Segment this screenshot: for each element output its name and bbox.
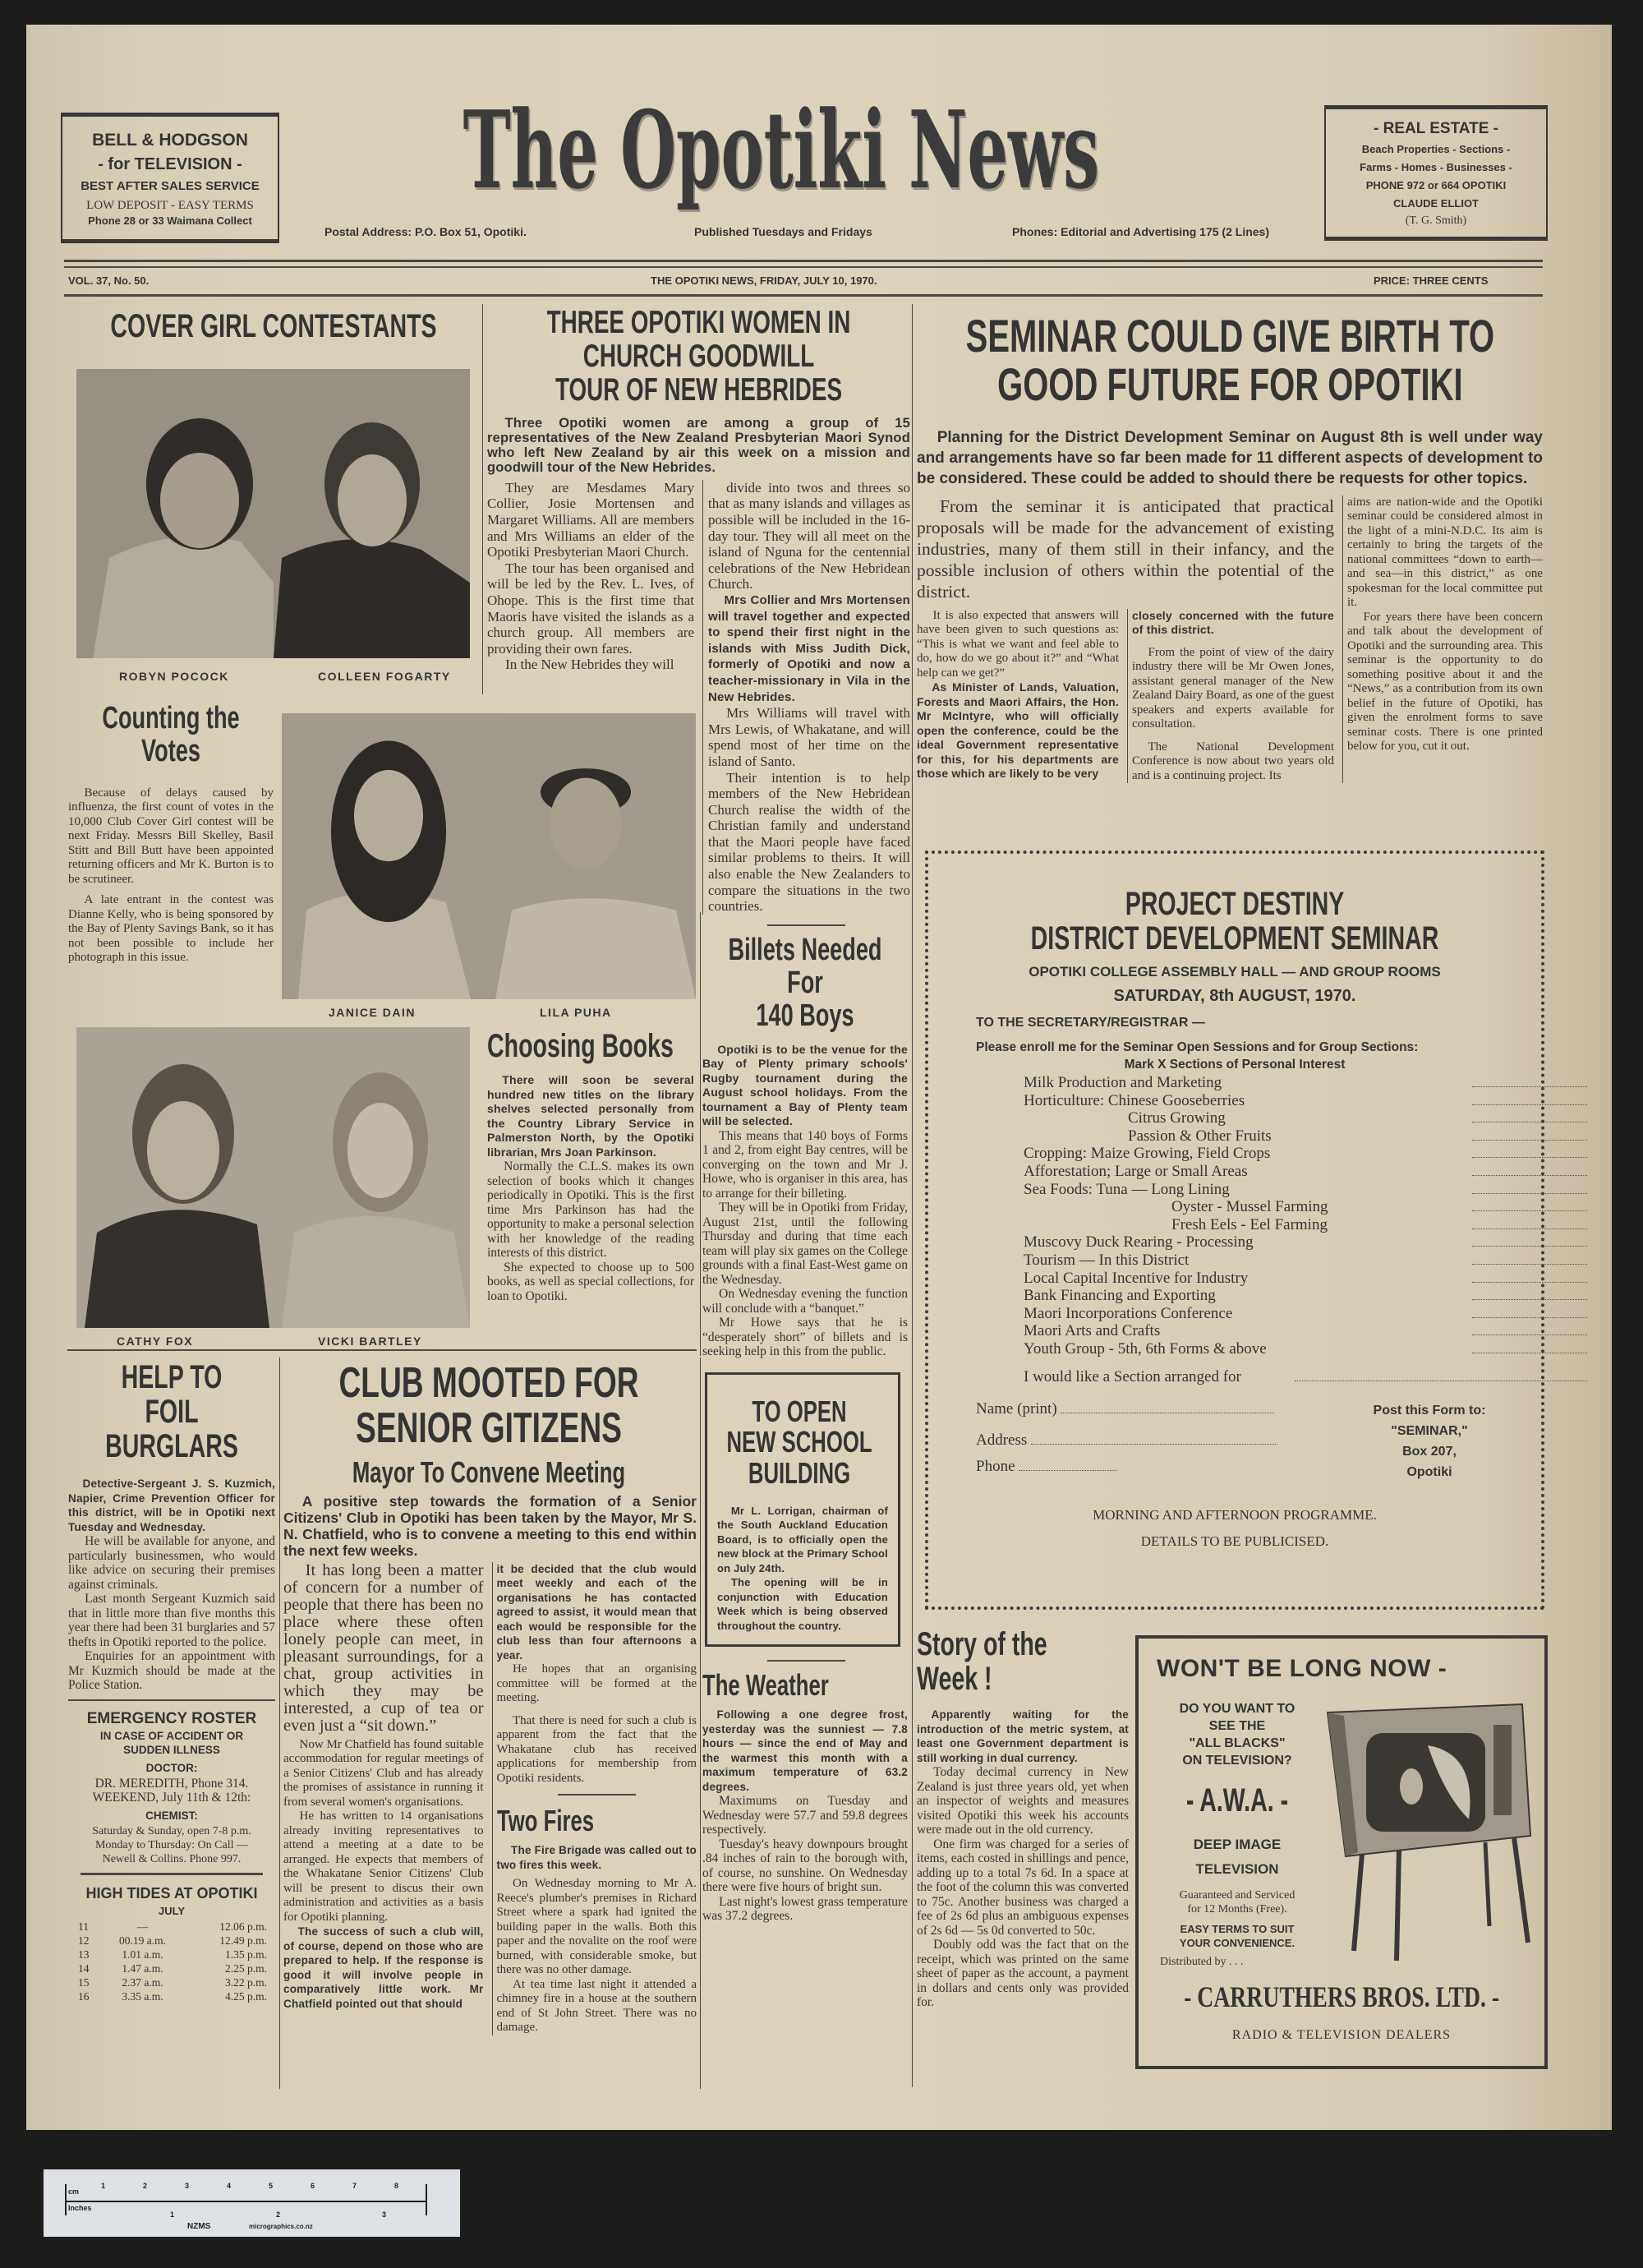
paragraph: He will be available for anyone, and particularly businessmen, who would like advice on securing their premises against criminals. xyxy=(68,1534,275,1592)
television-illustration xyxy=(1321,1696,1535,1967)
paragraph: It has long been a matter of concern for a number of people that there has been no place where these often lonely people can meet, in pleasant surroundings, for a chat, group activities in which they may be interested, a cup of tea or even just a “sit down.” xyxy=(283,1560,484,1735)
section-rule xyxy=(81,1873,263,1875)
lede: A positive step towards the formation of a Senior Citizens' Club in Opotiki has been taken by the Mayor, Mr S. N. Chatfield, who is to convene a meeting to this end within the next few weeks. xyxy=(283,1492,697,1559)
paragraph: They are Mesdames Mary Collier, Josie Mortensen and Margaret Williams. All are members and Mrs Williams an elder of the Opotiki Presbyterian Maori Church. xyxy=(487,479,694,560)
postal-address: Postal Address: P.O. Box 51, Opotiki. xyxy=(324,225,527,238)
table-row: 13 1.01 a.m. 1.35 p.m. xyxy=(78,1948,267,1961)
lede: Apparently waiting for the introduction of the metric system, at least one Government department is still working in dual currency. xyxy=(917,1708,1129,1764)
paragraph: At tea time last night it attended a chimney fire in a house at the southern end of St John Street. There was no damage. xyxy=(496,1977,697,2035)
table-row: 12 00.19 a.m. 12.49 p.m. xyxy=(78,1934,267,1947)
paragraph: Because of delays caused by influenza, the first count of votes in the 10,000 Club Cover Girl contest will be next Friday. Messrs Bill Skelley, Basil Stitt and Bill Butt have been appointed returning officers and Mr K. Burton is to be scrutineer. xyxy=(68,786,274,886)
emergency-roster: EMERGENCY ROSTER IN CASE OF ACCIDENT OR SUDDEN ILLNESS DOCTOR: DR. MEREDITH, Phone 314. WEEKEND, July 11th & 12th: CHEMIST: Saturday & Sunday, open 7-8 p.m. Monday to Thursday: On Call — Newell & Collins. Phone 997. xyxy=(86,1709,257,1865)
photo-robyn-colleen xyxy=(76,369,470,658)
form-checkbox-row[interactable]: Sea Foods: Tuna — Long Lining xyxy=(1024,1181,1541,1199)
paragraph: it be decided that the club would meet weekly and each of the organisations he has contacted agreed to assist, it would mean that each would be responsible for the club less than four afternoons a year. xyxy=(496,1562,697,1662)
headline: CLUB MOOTED FOR SENIOR GITIZENS xyxy=(338,1359,639,1452)
lede: Planning for the District Development Seminar on August 8th is well under way and arrangements have so far been made for 11 different aspects of development to be considered. These could be added to should there be requests for other topics. xyxy=(917,428,1543,487)
ruler-tick-label: 3 xyxy=(185,2182,190,2190)
ad-headline: WON'T BE LONG NOW - xyxy=(1157,1655,1447,1682)
paragraph: Mr Howe says that he is “desperately short” of billets and is seeking help in this from the public. xyxy=(702,1316,908,1359)
form-checkbox-row[interactable]: Cropping: Maize Growing, Field Crops xyxy=(1024,1145,1541,1163)
form-footer: DETAILS TO BE PUBLICISED. xyxy=(1140,1533,1329,1550)
paragraph: Mrs Williams will travel with Mrs Lewis, of Whakatane, and will spend most of her time on the island of Santo. xyxy=(708,705,910,769)
ruler-tick-label: 7 xyxy=(352,2182,357,2190)
paragraph: Today decimal currency in New Zealand is just three years old, yet when an inspector of weights and measures visited Opotiki this week his accounts were made out in the old currency. xyxy=(917,1765,1129,1837)
photo-caption: COLLEEN FOGARTY xyxy=(318,670,451,683)
paragraph: Mr L. Lorrigan, chairman of the South Auckland Education Board, is to officially open the new block at the Primary School on July 24th. xyxy=(717,1504,888,1574)
bell-hodgson-ad xyxy=(61,113,279,243)
headline: The Weather xyxy=(702,1668,829,1703)
form-checkbox-row[interactable]: Maori Incorporations Conference xyxy=(1024,1305,1541,1323)
form-addressee: TO THE SECRETARY/REGISTRAR — xyxy=(976,1016,1205,1030)
lede: There will soon be several hundred new titles on the library shelves selected personally from the Country Library Service in Palmerston North, by the Opotiki librarian, Mrs Joan Parkinson. xyxy=(487,1073,694,1159)
form-checkbox-row[interactable]: Youth Group - 5th, 6th Forms & above xyxy=(1024,1340,1541,1358)
ad-line: Phone 28 or 33 Waimana Collect xyxy=(88,214,252,227)
scale-ruler xyxy=(44,2169,460,2237)
paragraph: On Wednesday evening the function will conclude with a “banquet.” xyxy=(702,1287,908,1316)
new-school-building-box xyxy=(705,1372,900,1648)
column-rule xyxy=(482,304,483,694)
headline: TO OPEN NEW SCHOOL BUILDING xyxy=(726,1394,872,1491)
cover-girl-headline: COVER GIRL CONTESTANTS xyxy=(110,308,437,344)
form-checkbox-row[interactable]: Muscovy Duck Rearing - Processing xyxy=(1024,1233,1541,1252)
form-checkbox-row[interactable]: Afforestation; Large or Small Areas xyxy=(1024,1163,1541,1181)
paragraph: Tuesday's heavy downpours brought .84 inches of rain to the borough with, of course, no sunshine. On Wednesday there were five hours of bright sun. xyxy=(702,1837,908,1895)
ruler-tick-label: 2 xyxy=(276,2210,281,2219)
paragraph: In the New Hebrides they will xyxy=(505,657,674,673)
photo-caption: LILA PUHA xyxy=(540,1006,612,1019)
seminar-article xyxy=(917,312,1543,783)
seminar-enrolment-form xyxy=(925,850,1544,1610)
form-other-section-field[interactable]: I would like a Section arranged for xyxy=(1024,1368,1541,1386)
photo-cathy-vicki xyxy=(76,1027,470,1328)
table-row: 11 — 12.06 p.m. xyxy=(78,1920,267,1933)
awa-television-ad xyxy=(1135,1635,1548,2069)
ad-line: - for TELEVISION - xyxy=(98,155,242,173)
paragraph: She expected to choose up to 500 books, as well as special collections, for loan to Opotiki. xyxy=(487,1260,694,1303)
ruler-brand: NZMS xyxy=(187,2222,211,2231)
post-to-address: Post this Form to: "SEMINAR," Box 207, Opotiki xyxy=(1373,1404,1486,1480)
lede: Detective-Sergeant J. S. Kuzmich, Napier, Crime Prevention Officer for this district, will be in Opotiki next Tuesday and Wednesday. xyxy=(68,1477,275,1533)
divider xyxy=(558,1794,636,1796)
weather-article xyxy=(702,1670,908,1923)
ad-line: LOW DEPOSIT - EASY TERMS xyxy=(86,199,254,212)
billets-article xyxy=(702,934,908,1359)
headline: Counting the Votes xyxy=(102,701,240,768)
paragraph: He has written to 14 organisations already inviting representatives to attend a meeting at a date to be arranged. He expects that members of the Whakatane Senior Citizens' Club will be present to discus their own administration and activities as a basis for Opotiki planning. xyxy=(283,1809,484,1924)
form-checkbox-row[interactable]: Horticulture: Chinese Gooseberries xyxy=(1024,1092,1541,1110)
form-footer: MORNING AND AFTERNOON PROGRAMME. xyxy=(1093,1507,1377,1524)
lede: Following a one degree frost, yesterday was the sunniest — 7.8 hours — since the end of May and the warmest this month with a maximum temperature of 63.2 degrees. xyxy=(702,1708,908,1793)
story-of-the-week-article xyxy=(917,1627,1129,2010)
subheadline: Mayor To Convene Meeting xyxy=(352,1455,626,1490)
paragraph: Now Mr Chatfield has found suitable accommodation for regular meetings of a Senior Citizens' Club and has already the promises of assistance in running it from several women's organisations. xyxy=(283,1737,484,1809)
ruler-tick-label: 8 xyxy=(394,2182,399,2190)
headline: Billets Needed For 140 Boys xyxy=(728,932,882,1033)
paragraph: Doubly odd was the fact that on the receipt, which was printed on the same sheet of paper as the account, a payment in dollars and cents only was provided for. xyxy=(917,1938,1129,2009)
paragraph: Normally the C.L.S. makes its own selection of books which it changes periodically in Opotiki. This is the first time Mrs Parkinson has had the opportunity to make a personal selection with her knowledge of the reading interests of this district. xyxy=(487,1159,694,1260)
ruler-tick-label: 4 xyxy=(227,2182,232,2190)
volume-number: VOL. 37, No. 50. xyxy=(68,274,150,287)
two-fires-headline: Two Fires xyxy=(496,1804,594,1838)
ruler-cm-label: cm xyxy=(68,2187,80,2196)
ad-line: - REAL ESTATE - xyxy=(1374,120,1498,137)
dateline: THE OPOTIKI NEWS, FRIDAY, JULY 10, 1970. xyxy=(651,274,877,287)
paragraph: They will be in Opotiki from Friday, August 21st, until the following Thursday and during that time each team will play six games on the College grounds with a final East-West game on the Wednesday. xyxy=(702,1201,908,1287)
photo-caption: ROBYN POCOCK xyxy=(119,670,229,683)
senior-citizens-club-article xyxy=(283,1361,697,2035)
paragraph: That there is need for such a club is apparent from the fact that the Whakatane club has received applications for membership from Opotiki residents. xyxy=(496,1713,697,1785)
form-title: PROJECT DESTINY DISTRICT DEVELOPMENT SEMINAR xyxy=(1030,886,1439,957)
paragraph: One firm was charged for a series of items, each costed in shillings and pence, adding up to a total 7s 6d. In a space at the foot of the column this was converted to 75c. Another business was charged a fee of 2s 6d plus an ambiguous expenses of 2s 6d — 5s 0d converted to 50c. xyxy=(917,1837,1129,1938)
ruler-tick-label: 2 xyxy=(143,2182,148,2190)
paragraph: Last night's lowest grass temperature was 37.2 degrees. xyxy=(702,1894,908,1924)
paragraph: He hopes that an organising committee will be formed at the meeting. xyxy=(496,1662,697,1705)
burglars-article xyxy=(68,1360,275,1693)
ad-distributed-by: Distributed by . . . xyxy=(1160,1956,1244,1968)
paragraph: closely concerned with the future of this district. xyxy=(1132,608,1334,637)
masthead-rule xyxy=(64,260,1543,262)
photo-caption: VICKI BARTLEY xyxy=(318,1335,422,1348)
choosing-books-article xyxy=(487,1029,694,1303)
ad-brand: - A.W.A. - xyxy=(1185,1782,1289,1819)
headline: THREE OPOTIKI WOMEN IN CHURCH GOODWILL TOUR OF NEW HEBRIDES xyxy=(546,305,851,408)
ruler-tick-label: 3 xyxy=(382,2210,387,2219)
divider xyxy=(767,1660,845,1662)
headline: HELP TO FOIL BURGLARS xyxy=(105,1359,238,1464)
counting-votes-article xyxy=(68,703,274,966)
form-checkbox-row[interactable]: Local Capital Incentive for Industry xyxy=(1024,1270,1541,1288)
dateline-rule xyxy=(64,294,1543,297)
photo-caption: CATHY FOX xyxy=(117,1335,194,1348)
ad-line: BEST AFTER SALES SERVICE xyxy=(81,179,260,193)
form-mark-instructions: Mark X Sections of Personal Interest xyxy=(1124,1058,1346,1072)
ad-line: Farms - Homes - Businesses - xyxy=(1360,161,1512,173)
paragraph: It is also expected that answers will have been given to such questions as: “This is what we want and feel able to do, how do we go about it?” and “What help can we get?” xyxy=(917,608,1119,680)
table-row: 14 1.47 a.m. 2.25 p.m. xyxy=(78,1961,267,1975)
paragraph: Mrs Collier and Mrs Mortensen will travel together and expected to spend their first night in the islands with Miss Judith Dick, formerly of Opotiki and now a teacher-missionary in Vila in the New Hebrides. xyxy=(708,592,910,704)
form-date: SATURDAY, 8th AUGUST, 1970. xyxy=(1113,987,1356,1005)
price: PRICE: THREE CENTS xyxy=(1374,274,1489,287)
table-row: 15 2.37 a.m. 3.22 p.m. xyxy=(78,1975,267,1989)
paragraph: The National Development Conference is now about two years old and is a continuing project. Its xyxy=(1132,740,1334,782)
table-row: 16 3.35 a.m. 4.25 p.m. xyxy=(78,1989,267,2003)
ad-product: DEEP IMAGE TELEVISION xyxy=(1193,1837,1282,1877)
paragraph: From the seminar it is anticipated that practical proposals will be made for the advancement of existing industries, many of them still in their infancy, and the possible inclusion of others within the potential of the district. xyxy=(917,496,1334,602)
form-checkbox-row[interactable]: Maori Arts and Crafts xyxy=(1024,1322,1541,1340)
paragraph: aims are nation-wide and the Opotiki seminar could be considered almost in the light of a mini-N.D.C. Its aim is certainly to bring the targets of the national committees “down to earth—and sea—in this district,” as one spokesman for the local committee put it. xyxy=(1347,495,1543,610)
paragraph: For years there have been concern and talk about the development of Opotiki and the surrounding area. This seminar is the opportunity to do something positive about it and the “News,” as a contribution from its own belief in the future of Opotiki, has given the enrolment forms to save seminar costs. There is one printed below for you, cut it out. xyxy=(1347,610,1543,754)
ruler-tick-label: 6 xyxy=(311,2182,315,2190)
tides-table xyxy=(68,1920,275,2003)
ad-question: DO YOU WANT TO SEE THE "ALL BLACKS" ON TELEVISION? xyxy=(1179,1702,1296,1768)
form-checkbox-row[interactable]: Bank Financing and Exporting xyxy=(1024,1287,1541,1305)
ruler-inch-label: Inches xyxy=(68,2204,92,2212)
left-bottom-column xyxy=(68,1360,275,2003)
masthead-title: The Opotiki News xyxy=(463,87,1099,213)
ad-guarantee: Guaranteed and Serviced for 12 Months (Free). xyxy=(1179,1889,1296,1915)
address-field[interactable]: Address xyxy=(976,1431,1277,1450)
phone-field[interactable]: Phone xyxy=(976,1458,1117,1476)
lede: The Fire Brigade was called out to two fires this week. xyxy=(496,1844,697,1871)
ad-dealer-tagline: RADIO & TELEVISION DEALERS xyxy=(1231,2028,1452,2042)
paragraph: The opening will be in conjunction with Education Week which is being observed throughout the country. xyxy=(717,1576,888,1632)
paragraph: On Wednesday morning to Mr A. Reece's plumber's premises in Richard Street where a spark had ignited the building paper in the walls. Both this paper and the novalite on the roof were burned, with considerable smoke, but there was no other damage. xyxy=(496,1877,697,1977)
ad-line: CLAUDE ELLIOT xyxy=(1393,197,1479,210)
ruler-tick-label: 5 xyxy=(269,2182,274,2190)
ad-dealer-name: - CARRUTHERS BROS. LTD. - xyxy=(1183,1980,1500,2013)
ad-line: (T. G. Smith) xyxy=(1405,214,1467,227)
paragraph: divide into twos and threes so that as many islands and villages as possible will be included in the 16-day tour. They will all meet on the island of Nguna for the centennial celebrations of the New Hebridean Church. xyxy=(708,479,910,592)
ruler-website: micrographics.co.nz xyxy=(249,2223,313,2230)
phones: Phones: Editorial and Advertising 175 (2 Lines) xyxy=(1012,225,1269,238)
form-checkbox-row[interactable]: Passion & Other Fruits xyxy=(1024,1127,1541,1146)
form-checkbox-row[interactable]: Milk Production and Marketing xyxy=(1024,1074,1541,1092)
three-women-column-2 xyxy=(702,480,910,915)
column-rule xyxy=(279,1358,280,2089)
headline: SEMINAR COULD GIVE BIRTH TO GOOD FUTURE FOR OPOTIKI xyxy=(965,310,1494,410)
form-checkbox-row[interactable]: Fresh Eels - Eel Farming xyxy=(1024,1216,1541,1234)
divider xyxy=(767,924,845,926)
form-checkbox-row[interactable]: Citrus Growing xyxy=(1024,1109,1541,1127)
form-venue: OPOTIKI COLLEGE ASSEMBLY HALL — AND GROUP ROOMS xyxy=(1029,964,1441,980)
paragraph: From the point of view of the dairy industry there will be Mr Owen Jones, assistant general manager of the New Zealand Dairy Board, as one of the guest speakers and experts available for consultation. xyxy=(1132,645,1334,731)
ruler-tick-label: 1 xyxy=(170,2210,175,2219)
paragraph: Last month Sergeant Kuzmich said that in little more than five months this year there had been 31 burglaries and 57 thefts in Opotiki reported to the police. xyxy=(68,1592,275,1649)
paragraph: Their intention is to help members of the New Hebridean Church realise the width of the Christian family and understand that the Maori people have faced similar problems to theirs. It will also enable the New Zealanders to compare the situations in the two countries. xyxy=(708,769,910,915)
form-checkbox-row[interactable]: Tourism — In this District xyxy=(1024,1252,1541,1270)
column-rule xyxy=(912,304,913,2087)
ad-line: BELL & HODGSON xyxy=(92,131,248,150)
headline: Story of the Week ! xyxy=(917,1626,1047,1697)
newspaper-page xyxy=(26,25,1612,2130)
ad-line: Beach Properties - Sections - xyxy=(1361,143,1511,155)
paragraph: The tour has been organised and will be led by the Rev. L. Ives, of Ohope. This is the first time that Maoris have visited the islands as a church group. All members are providing their own fares. xyxy=(487,560,694,657)
section-rule xyxy=(68,1699,275,1701)
ruler-tick-label: 1 xyxy=(101,2182,106,2190)
lede: Three Opotiki women are among a group of 15 representatives of the New Zealand Presbyterian Maori Synod who left New Zealand by air this week on a mission and goodwill tour of the New Hebrides. xyxy=(487,415,910,475)
masthead-rule xyxy=(64,266,1543,268)
paragraph: Maximums on Tuesday and Wednesday were 57.7 and 59.8 degrees respectively. xyxy=(702,1794,908,1837)
paragraph: The success of such a club will, of course, depend on those who are prepared to help. If the response is good it will involve people in comparatively little work. Mr Chatfield pointed out that should xyxy=(283,1925,484,2010)
headline: Choosing Books xyxy=(487,1028,674,1064)
ad-line: PHONE 972 or 664 OPOTIKI xyxy=(1365,179,1507,191)
form-checkbox-row[interactable]: Oyster - Mussel Farming xyxy=(1024,1198,1541,1216)
publication-days: Published Tuesdays and Fridays xyxy=(694,225,872,238)
lede: Opotiki is to be the venue for the Bay of Plenty primary schools' Rugby tournament during the August school holidays. From the tournament a Bay of Plenty team will be selected. xyxy=(702,1042,908,1128)
paragraph: As Minister of Lands, Valuation, Forests and Maori Affairs, the Hon. Mr McIntyre, who will officially open the conference, could be the ideal Government representative for this, for his departments are those which are likely to be very xyxy=(917,680,1119,781)
ad-terms: EASY TERMS TO SUIT YOUR CONVENIENCE. xyxy=(1179,1923,1296,1949)
photo-caption: JANICE DAIN xyxy=(329,1006,416,1019)
name-field[interactable]: Name (print) xyxy=(976,1400,1274,1418)
real-estate-ad xyxy=(1324,105,1548,241)
form-instructions: Please enroll me for the Seminar Open Sessions and for Group Sections: xyxy=(976,1040,1419,1054)
paragraph: Enquiries for an appointment with Mr Kuzmich should be made at the Police Station. xyxy=(68,1649,275,1692)
high-tides-table: HIGH TIDES AT OPOTIKI JULY 11 — 12.06 p.m. 12 00.19 a.m. 12.49 p.m. 13 1.01 a.m. 1.35 p.m. 14 1.47 a.m. 2.25 p.m. 15 2.37 a.m. 3.22 p.m. 16 3.35 a.m. 4.25 p.m. xyxy=(68,1883,275,2003)
paragraph: This means that 140 boys of Forms 1 and 2, from eight Bay centres, will be converging on the town and Mr J. Howe, who is organiser in this area, has to arrange for their billeting. xyxy=(702,1128,908,1201)
paragraph: A late entrant in the contest was Dianne Kelly, who is being sponsored by the Bay of Plenty Savings Bank, so it has not been possible to include her photograph in this issue. xyxy=(68,893,274,965)
